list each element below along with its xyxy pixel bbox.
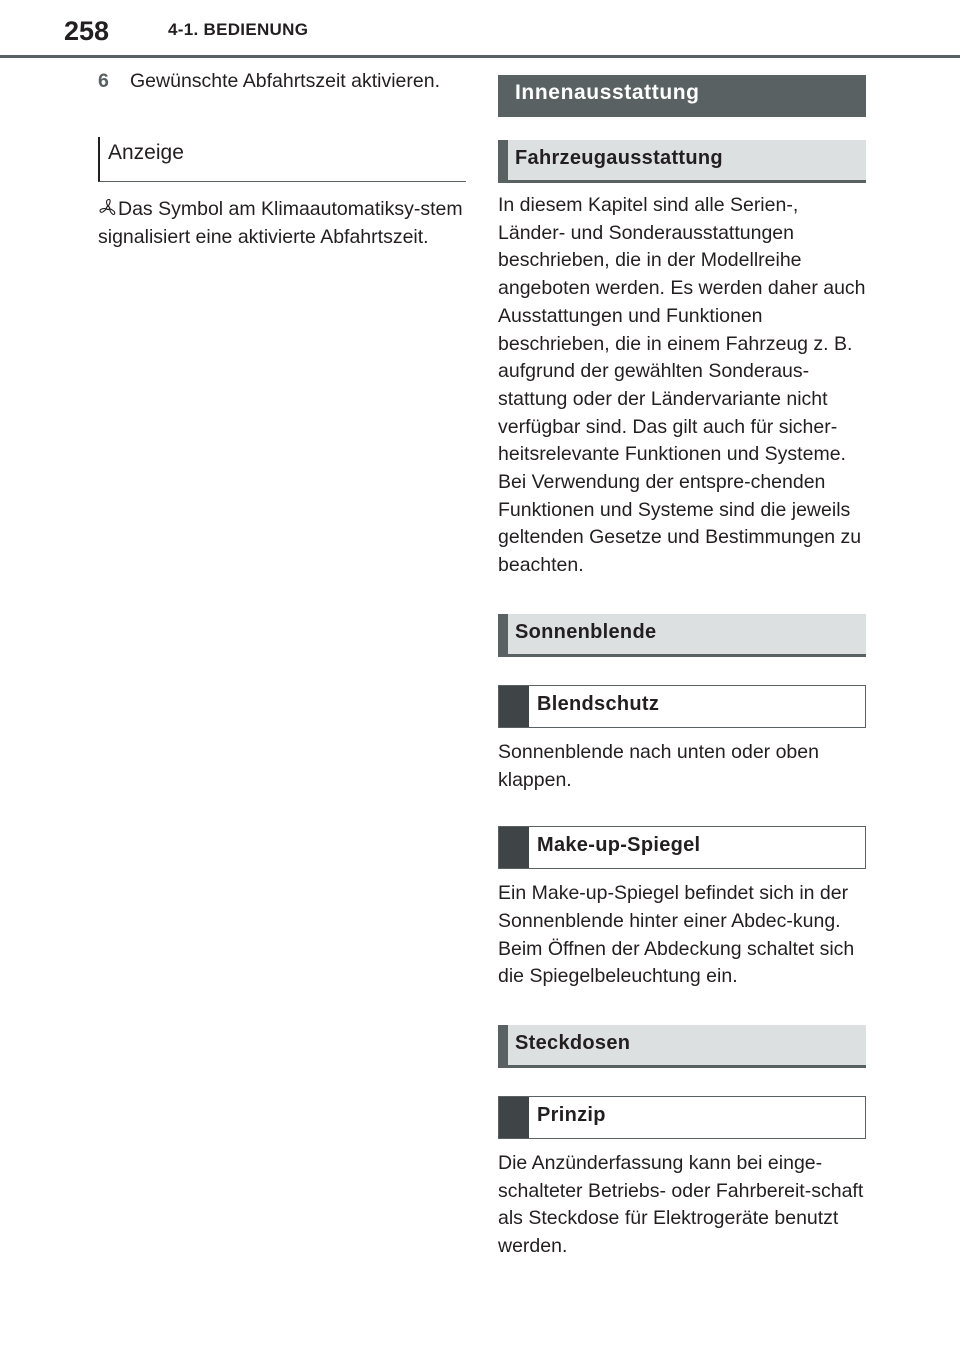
fahrzeug-paragraph: In diesem Kapitel sind alle Serien-, Länder- und Sonderausstattungen beschrieben, die in der Modellreihe angeboten werden. Es werden daher auch Ausstattungen und Funktionen beschrieben, die in einem Fahrzeug z. B. aufgrund der gewählten Sonderaus-stattung oder der Ländervariante nicht verfügbar sind. Das gilt auch für sicher-heitsrelevante Funktionen und Systeme. Bei Verwendung der entspre-chenden Funktionen und Systeme sind die jeweils geltenden Gesetze und Bestimmungen zu beachten. — [498, 194, 866, 577]
heading-marker — [499, 1097, 529, 1138]
header-rule — [0, 55, 960, 58]
fahrzeug-title: Fahrzeugausstattung — [515, 147, 723, 169]
makeup-paragraph: Ein Make-up-Spiegel befindet sich in der Sonnenblende hinter einer Abdec-kung. Beim Öffnen der Abdeckung schaltet sich die Spiegelbeleuchtung ein. — [498, 882, 855, 988]
step-text: Gewünschte Abfahrtszeit aktivieren. — [130, 70, 440, 92]
steckdosen-title: Steckdosen — [515, 1032, 631, 1055]
fan-icon — [98, 198, 118, 218]
step-number: 6 — [98, 70, 109, 92]
section-title: Innenausstattung — [515, 81, 700, 104]
chapter-title: 4-1. BEDIENUNG — [168, 20, 309, 39]
prinzip-paragraph: Die Anzünderfassung kann bei einge-schalteter Betriebs- oder Fahrbereit-schaft als Steckdose für Elektrogeräte benutzt werden. — [498, 1152, 864, 1258]
prinzip-title: Prinzip — [537, 1104, 606, 1127]
anzeige-text: Das Symbol am Klimaautomatiksy-stem signalisiert eine aktivierte Abfahrtszeit. — [98, 198, 463, 248]
page-number: 258 — [64, 16, 110, 46]
blendschutz-paragraph: Sonnenblende nach unten oder oben klappen. — [498, 740, 819, 791]
subsection-blendschutz — [498, 685, 866, 728]
subheading-steckdosen — [498, 1025, 866, 1068]
heading-marker — [499, 686, 529, 727]
right-column — [498, 75, 866, 1261]
anzeige-heading — [98, 137, 466, 182]
step-item — [98, 64, 466, 95]
subsection-makeup-spiegel — [498, 826, 866, 869]
section-heading-innenausstattung — [498, 75, 866, 117]
anzeige-title: Anzeige — [108, 141, 184, 164]
makeup-title: Make-up-Spiegel — [537, 834, 701, 857]
blendschutz-title: Blendschutz — [537, 692, 660, 715]
left-column — [98, 64, 466, 251]
subheading-fahrzeugausstattung — [498, 140, 866, 183]
subsection-prinzip — [498, 1096, 866, 1139]
heading-marker — [499, 827, 529, 868]
anzeige-paragraph — [98, 196, 466, 251]
sonnenblende-title: Sonnenblende — [515, 620, 657, 643]
subheading-sonnenblende — [498, 614, 866, 657]
